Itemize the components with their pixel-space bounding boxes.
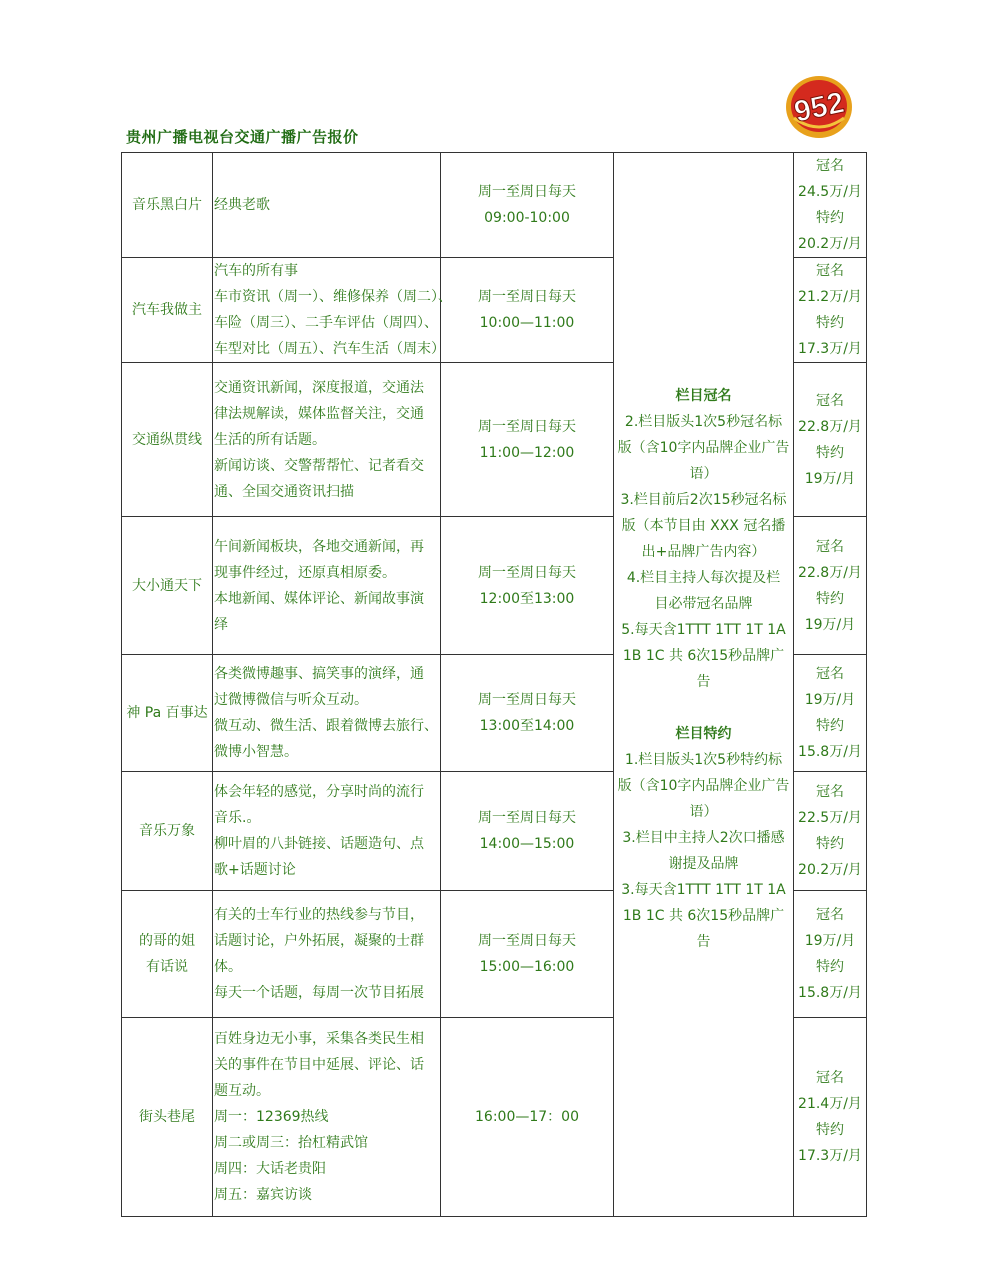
program-time-line: 周一至周日每天 [478,289,576,305]
program-content-line: 交通资讯新闻，深度报道，交通法 [214,379,424,396]
program-content-line: 关的事件在节目中延展、评论、话 [214,1057,424,1073]
program-content-line: 周一：12369热线 [214,1109,329,1125]
program-content-line: 有关的士车行业的热线参与节目， [214,907,424,923]
program-time [441,258,614,363]
program-time-line: 10:00—11:00 [479,315,575,331]
program-content-line: 汽车的所有事 [214,263,298,279]
program-price-line: 22.8万/月 [798,418,862,435]
program-price-line: 19万/月 [804,616,856,633]
program-name-line: 音乐万象 [139,823,195,839]
program-content-line: 现事件经过，还原真相原委。 [214,564,396,581]
title_sponsor-item: 出+品牌广告内容） [641,544,766,560]
program-price-line: 冠名 [816,158,844,174]
program-time [441,772,614,891]
program-content [213,1018,441,1217]
program-content-line: 本地新闻、媒体评论、新闻故事演 [214,590,424,607]
program-price-line: 特约 [816,210,844,226]
program-price-line: 冠名 [816,538,844,555]
logo-text: 952 [791,86,848,129]
program-content-line: 柳叶眉的八卦链接、话题造句、点 [214,836,424,852]
program-price [794,517,867,655]
program-time-line: 13:00至14:00 [479,718,575,734]
program-price [794,772,867,891]
program-content-line: 微博小智慧。 [214,744,298,760]
page-title: 贵州广播电视台交通广播广告报价 [126,128,359,146]
program-content-line: 歌+话题讨论 [214,862,296,878]
program-name [122,1018,213,1217]
program-price-line: 特约 [816,718,844,734]
special_sponsor-item: 3.栏目中主持人2次口播感 [622,830,785,846]
program-name [122,891,213,1018]
package-gap [614,695,793,721]
program-time-line: 15:00—16:00 [479,959,575,975]
program-price-line: 特约 [816,1122,844,1138]
program-price-line: 24.5万/月 [798,184,862,200]
program-name-line: 交通纵贯线 [132,431,202,448]
special_sponsor-item: 3.每天含1TTT 1TT 1T 1A [621,882,786,898]
program-price-line: 17.3万/月 [798,341,862,357]
program-content-line: 周五：嘉宾访谈 [214,1187,312,1203]
special_sponsor-item: 1.栏目版头1次5秒特约标 [624,752,783,768]
program-price-line: 冠名 [816,392,844,409]
program-name [122,772,213,891]
program-content [213,517,441,655]
program-price-line: 20.2万/月 [798,236,862,252]
program-time-line: 11:00—12:00 [479,444,575,461]
program-price [794,258,867,363]
program-price-line: 19万/月 [804,692,856,708]
program-time-line: 09:00-10:00 [484,210,570,226]
table-row [122,153,867,258]
title_sponsor-item: 3.栏目前后2次15秒冠名标 [620,492,787,508]
program-content [213,363,441,517]
program-name-line: 神 Pa 百事达 [126,705,208,721]
program-price-line: 15.8万/月 [798,744,862,760]
title_sponsor-item: 1B 1C 共 6次15秒品牌广 [622,648,785,664]
title_sponsor-item: 告 [696,674,711,690]
station-952-logo [784,74,854,140]
program-name [122,153,213,258]
program-price-line: 15.8万/月 [798,985,862,1001]
special_sponsor-heading: 栏目特约 [675,726,732,742]
program-name-line: 音乐黑白片 [132,197,202,213]
program-price-line: 19万/月 [804,470,856,487]
program-name [122,363,213,517]
program-content-line: 微互动、微生活、跟着微博去旅行、 [214,718,438,734]
special_sponsor-item: 语） [689,804,718,820]
program-time-line: 周一至周日每天 [478,933,576,949]
program-content-line: 通、全国交通资讯扫描 [214,483,354,500]
program-time [441,891,614,1018]
program-price-line: 22.5万/月 [798,810,862,826]
program-price-line: 21.2万/月 [798,289,862,305]
program-price [794,655,867,772]
program-content-line: 体会年轻的感觉，分享时尚的流行 [214,784,424,800]
program-time-line: 周一至周日每天 [478,184,576,200]
program-name-line: 大小通天下 [132,577,202,594]
program-content [213,655,441,772]
program-time [441,655,614,772]
title_sponsor-item: 2.栏目版头1次5秒冠名标 [624,414,783,430]
program-content-line: 题互动。 [214,1083,270,1099]
program-content-line: 周四：大话老贵阳 [214,1161,326,1177]
program-time-line: 16:00—17：00 [475,1109,579,1125]
program-time-line: 14:00—15:00 [479,836,575,852]
program-content-line: 每天一个话题，每周一次节目拓展 [214,985,424,1001]
title_sponsor-item: 版（含10字内品牌企业广告 [617,440,790,456]
program-name-line: 汽车我做主 [132,302,202,318]
program-name-line: 有话说 [146,959,188,975]
program-price-line: 特约 [816,959,844,975]
program-content [213,258,452,363]
price-table [121,152,867,1217]
program-time-line: 周一至周日每天 [478,692,576,708]
program-name-line: 的哥的姐 [139,933,195,949]
program-content-line: 音乐.。 [214,810,261,826]
program-time [441,517,614,655]
program-price [794,891,867,1018]
special_sponsor-item: 版（含10字内品牌企业广告 [617,778,790,794]
sponsor-package-cell [614,153,794,1217]
program-content-line: 体。 [214,959,242,975]
program-price-line: 冠名 [816,666,844,682]
program-price-line: 21.4万/月 [798,1096,862,1112]
program-name [122,655,213,772]
program-price-line: 19万/月 [804,933,856,949]
program-price [794,1018,867,1217]
program-price-line: 冠名 [816,907,844,923]
program-name-line: 街头巷尾 [139,1109,195,1125]
program-price [794,363,867,517]
special_sponsor-item: 1B 1C 共 6次15秒品牌广 [622,908,785,924]
program-time-line: 周一至周日每天 [478,418,576,435]
program-content-line: 话题讨论，户外拓展，凝聚的士群 [214,933,424,949]
program-content-line: 车险（周三）、二手车评估（周四）、 [214,315,438,331]
title_sponsor-heading: 栏目冠名 [675,388,732,404]
program-content-line: 绎 [214,616,228,633]
program-price-line: 冠名 [816,784,844,800]
program-price-line: 22.8万/月 [798,564,862,581]
title_sponsor-item: 5.每天含1TTT 1TT 1T 1A [621,622,786,638]
program-content-line: 车型对比（周五）、汽车生活（周末） [214,341,445,357]
program-content-line: 周二或周三：抬杠精武馆 [214,1135,368,1151]
program-time [441,153,614,258]
title_sponsor-item: 4.栏目主持人每次提及栏 [626,570,781,586]
program-price-line: 特约 [816,836,844,852]
program-price-line: 特约 [816,315,844,331]
program-price-line: 冠名 [816,1070,844,1086]
program-content-line: 律法规解读，媒体监督关注，交通 [214,405,424,422]
program-content-line: 各类微博趣事、搞笑事的演绎，通 [214,666,424,682]
program-content [213,153,441,258]
program-content-line: 生活的所有话题。 [214,431,326,448]
title_sponsor-item: 语） [689,466,718,482]
program-name [122,258,213,363]
program-time [441,1018,614,1217]
special_sponsor-item: 谢提及品牌 [668,856,739,872]
title_sponsor-item: 目必带冠名品牌 [654,596,753,612]
program-time [441,363,614,517]
program-content-line: 经典老歌 [214,197,270,213]
program-price-line: 冠名 [816,263,844,279]
program-price [794,153,867,258]
program-time-line: 12:00至13:00 [479,590,575,607]
program-content-line: 新闻访谈、交警帮帮忙、记者看交 [214,457,424,474]
program-content [213,891,441,1018]
program-price-line: 17.3万/月 [798,1148,862,1164]
program-name [122,517,213,655]
program-content-line: 午间新闻板块，各地交通新闻，再 [214,538,424,555]
program-time-line: 周一至周日每天 [478,564,576,581]
program-content-line: 百姓身边无小事，采集各类民生相 [214,1031,424,1047]
program-content [213,772,441,891]
title_sponsor-item: 版（本节目由 XXX 冠名播 [621,518,786,534]
special_sponsor-item: 告 [696,934,711,950]
program-price-line: 特约 [816,444,844,461]
program-price-line: 20.2万/月 [798,862,862,878]
program-price-line: 特约 [816,590,844,607]
program-time-line: 周一至周日每天 [478,810,576,826]
program-content-line: 过微博微信与听众互动。 [214,692,368,708]
program-content-line: 车市资讯（周一）、维修保养（周二）、 [214,289,452,305]
